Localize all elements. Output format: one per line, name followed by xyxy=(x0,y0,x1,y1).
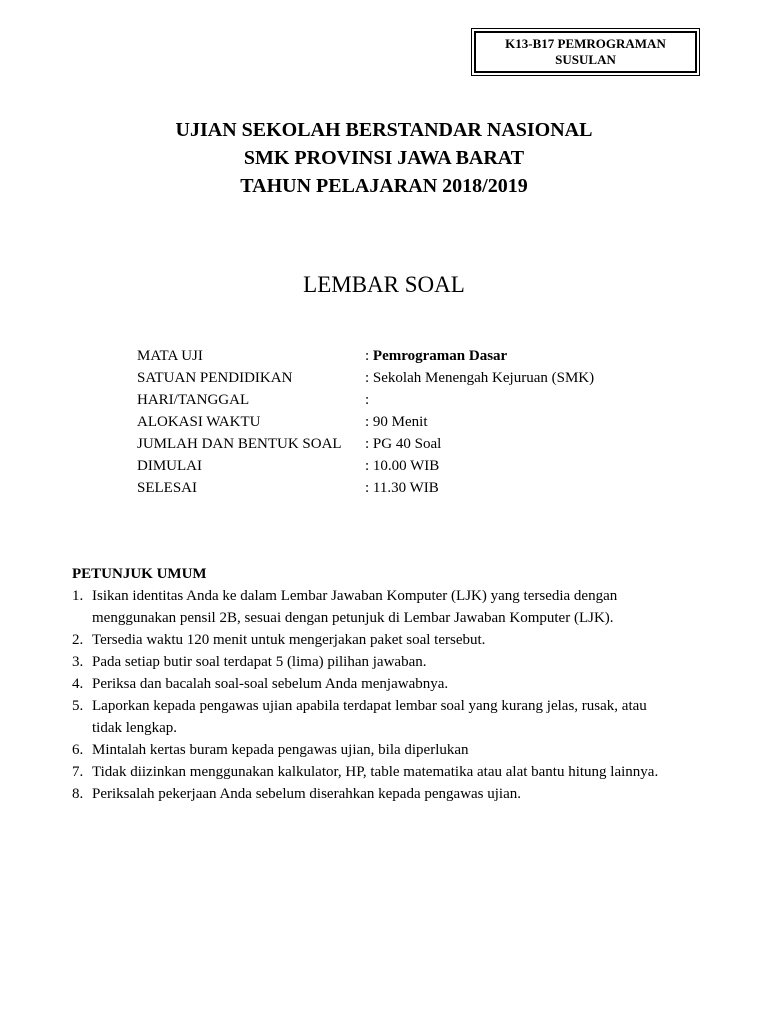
instruction-item xyxy=(72,651,712,673)
instruction-line: Isikan identitas Anda ke dalam Lembar Jawaban Komputer (LJK) yang tersedia dengan xyxy=(92,588,618,604)
info-label: DIMULAI xyxy=(137,458,202,474)
info-value-text: 90 Menit xyxy=(372,414,428,430)
info-row-end-time xyxy=(137,477,594,499)
instruction-text xyxy=(92,585,712,629)
instruction-item xyxy=(72,695,712,739)
exam-code-box xyxy=(471,28,700,76)
instruction-item xyxy=(72,585,712,629)
instruction-number: 2. xyxy=(72,632,84,648)
instruction-text xyxy=(92,629,712,651)
sheet-title: LEMBAR SOAL xyxy=(303,272,465,297)
instruction-line: Pada setiap butir soal terdapat 5 (lima) pilihan jawaban. xyxy=(92,654,427,670)
info-row-question-count xyxy=(137,433,594,455)
instructions-title: PETUNJUK UMUM xyxy=(72,566,207,582)
instruction-text xyxy=(92,761,712,783)
instruction-item xyxy=(72,761,712,783)
info-label: JUMLAH DAN BENTUK SOAL xyxy=(137,436,342,452)
info-value: : Pemrograman Dasar xyxy=(365,348,508,364)
exam-heading-line-3: TAHUN PELAJARAN 2018/2019 xyxy=(240,175,528,197)
info-row-education-unit xyxy=(137,367,594,389)
info-row-start-time xyxy=(137,455,594,477)
instruction-number: 7. xyxy=(72,764,84,780)
instruction-text xyxy=(92,695,712,739)
general-instructions xyxy=(72,563,712,805)
instruction-item xyxy=(72,739,712,761)
exam-info-table xyxy=(137,345,594,499)
exam-code-line-1: K13-B17 PEMROGRAMAN xyxy=(505,36,666,51)
info-value-text: PG 40 Soal xyxy=(372,436,442,452)
info-label: MATA UJI xyxy=(137,348,203,364)
instruction-text xyxy=(92,651,712,673)
info-value: : 10.00 WIB xyxy=(365,458,440,474)
info-label: ALOKASI WAKTU xyxy=(137,414,261,430)
instruction-number: 6. xyxy=(72,742,84,758)
info-row-subject xyxy=(137,345,594,367)
info-value-text: 11.30 WIB xyxy=(372,480,439,496)
exam-heading-line-1: UJIAN SEKOLAH BERSTANDAR NASIONAL xyxy=(175,119,593,141)
exam-code-box-inner xyxy=(474,31,697,73)
info-value: : Sekolah Menengah Kejuruan (SMK) xyxy=(365,370,595,386)
instruction-text xyxy=(92,783,712,805)
instruction-line: Tersedia waktu 120 menit untuk mengerjakan paket soal tersebut. xyxy=(92,632,486,648)
instruction-item xyxy=(72,673,712,695)
instruction-line: Periksalah pekerjaan Anda sebelum diserahkan kepada pengawas ujian. xyxy=(92,786,522,802)
instruction-number: 3. xyxy=(72,654,84,670)
instruction-line: Tidak diizinkan menggunakan kalkulator, HP, table matematika atau alat bantu hitung lainnya. xyxy=(92,764,659,780)
info-label: SELESAI xyxy=(137,480,197,496)
exam-heading-line-2: SMK PROVINSI JAWA BARAT xyxy=(243,147,525,169)
info-value: : PG 40 Soal xyxy=(365,436,442,452)
instruction-line: menggunakan pensil 2B, sesuai dengan petunjuk di Lembar Jawaban Komputer (LJK). xyxy=(92,610,614,626)
instruction-line: Laporkan kepada pengawas ujian apabila terdapat lembar soal yang kurang jelas, rusak, atau xyxy=(92,698,647,714)
info-value-text: Pemrograman Dasar xyxy=(372,348,508,364)
instruction-number: 8. xyxy=(72,786,84,802)
info-value: : xyxy=(365,392,370,408)
instruction-number: 4. xyxy=(72,676,84,692)
instruction-line: Periksa dan bacalah soal-soal sebelum Anda menjawabnya. xyxy=(92,676,449,692)
instruction-item xyxy=(72,629,712,651)
instruction-text xyxy=(92,739,712,761)
instruction-text xyxy=(92,673,712,695)
info-row-time-allocation xyxy=(137,411,594,433)
instruction-number: 1. xyxy=(72,588,84,604)
instruction-item xyxy=(72,783,712,805)
instruction-number: 5. xyxy=(72,698,84,714)
info-label: SATUAN PENDIDIKAN xyxy=(137,370,293,386)
instruction-line: tidak lengkap. xyxy=(92,720,177,736)
info-row-date xyxy=(137,389,594,411)
info-label: HARI/TANGGAL xyxy=(137,392,250,408)
instruction-line: Mintalah kertas buram kepada pengawas ujian, bila diperlukan xyxy=(92,742,469,758)
info-value: : 90 Menit xyxy=(365,414,428,430)
info-value-text: 10.00 WIB xyxy=(372,458,440,474)
info-value: : 11.30 WIB xyxy=(365,480,439,496)
exam-code-line-2: SUSULAN xyxy=(555,52,616,67)
info-value-text: Sekolah Menengah Kejuruan (SMK) xyxy=(372,370,595,386)
